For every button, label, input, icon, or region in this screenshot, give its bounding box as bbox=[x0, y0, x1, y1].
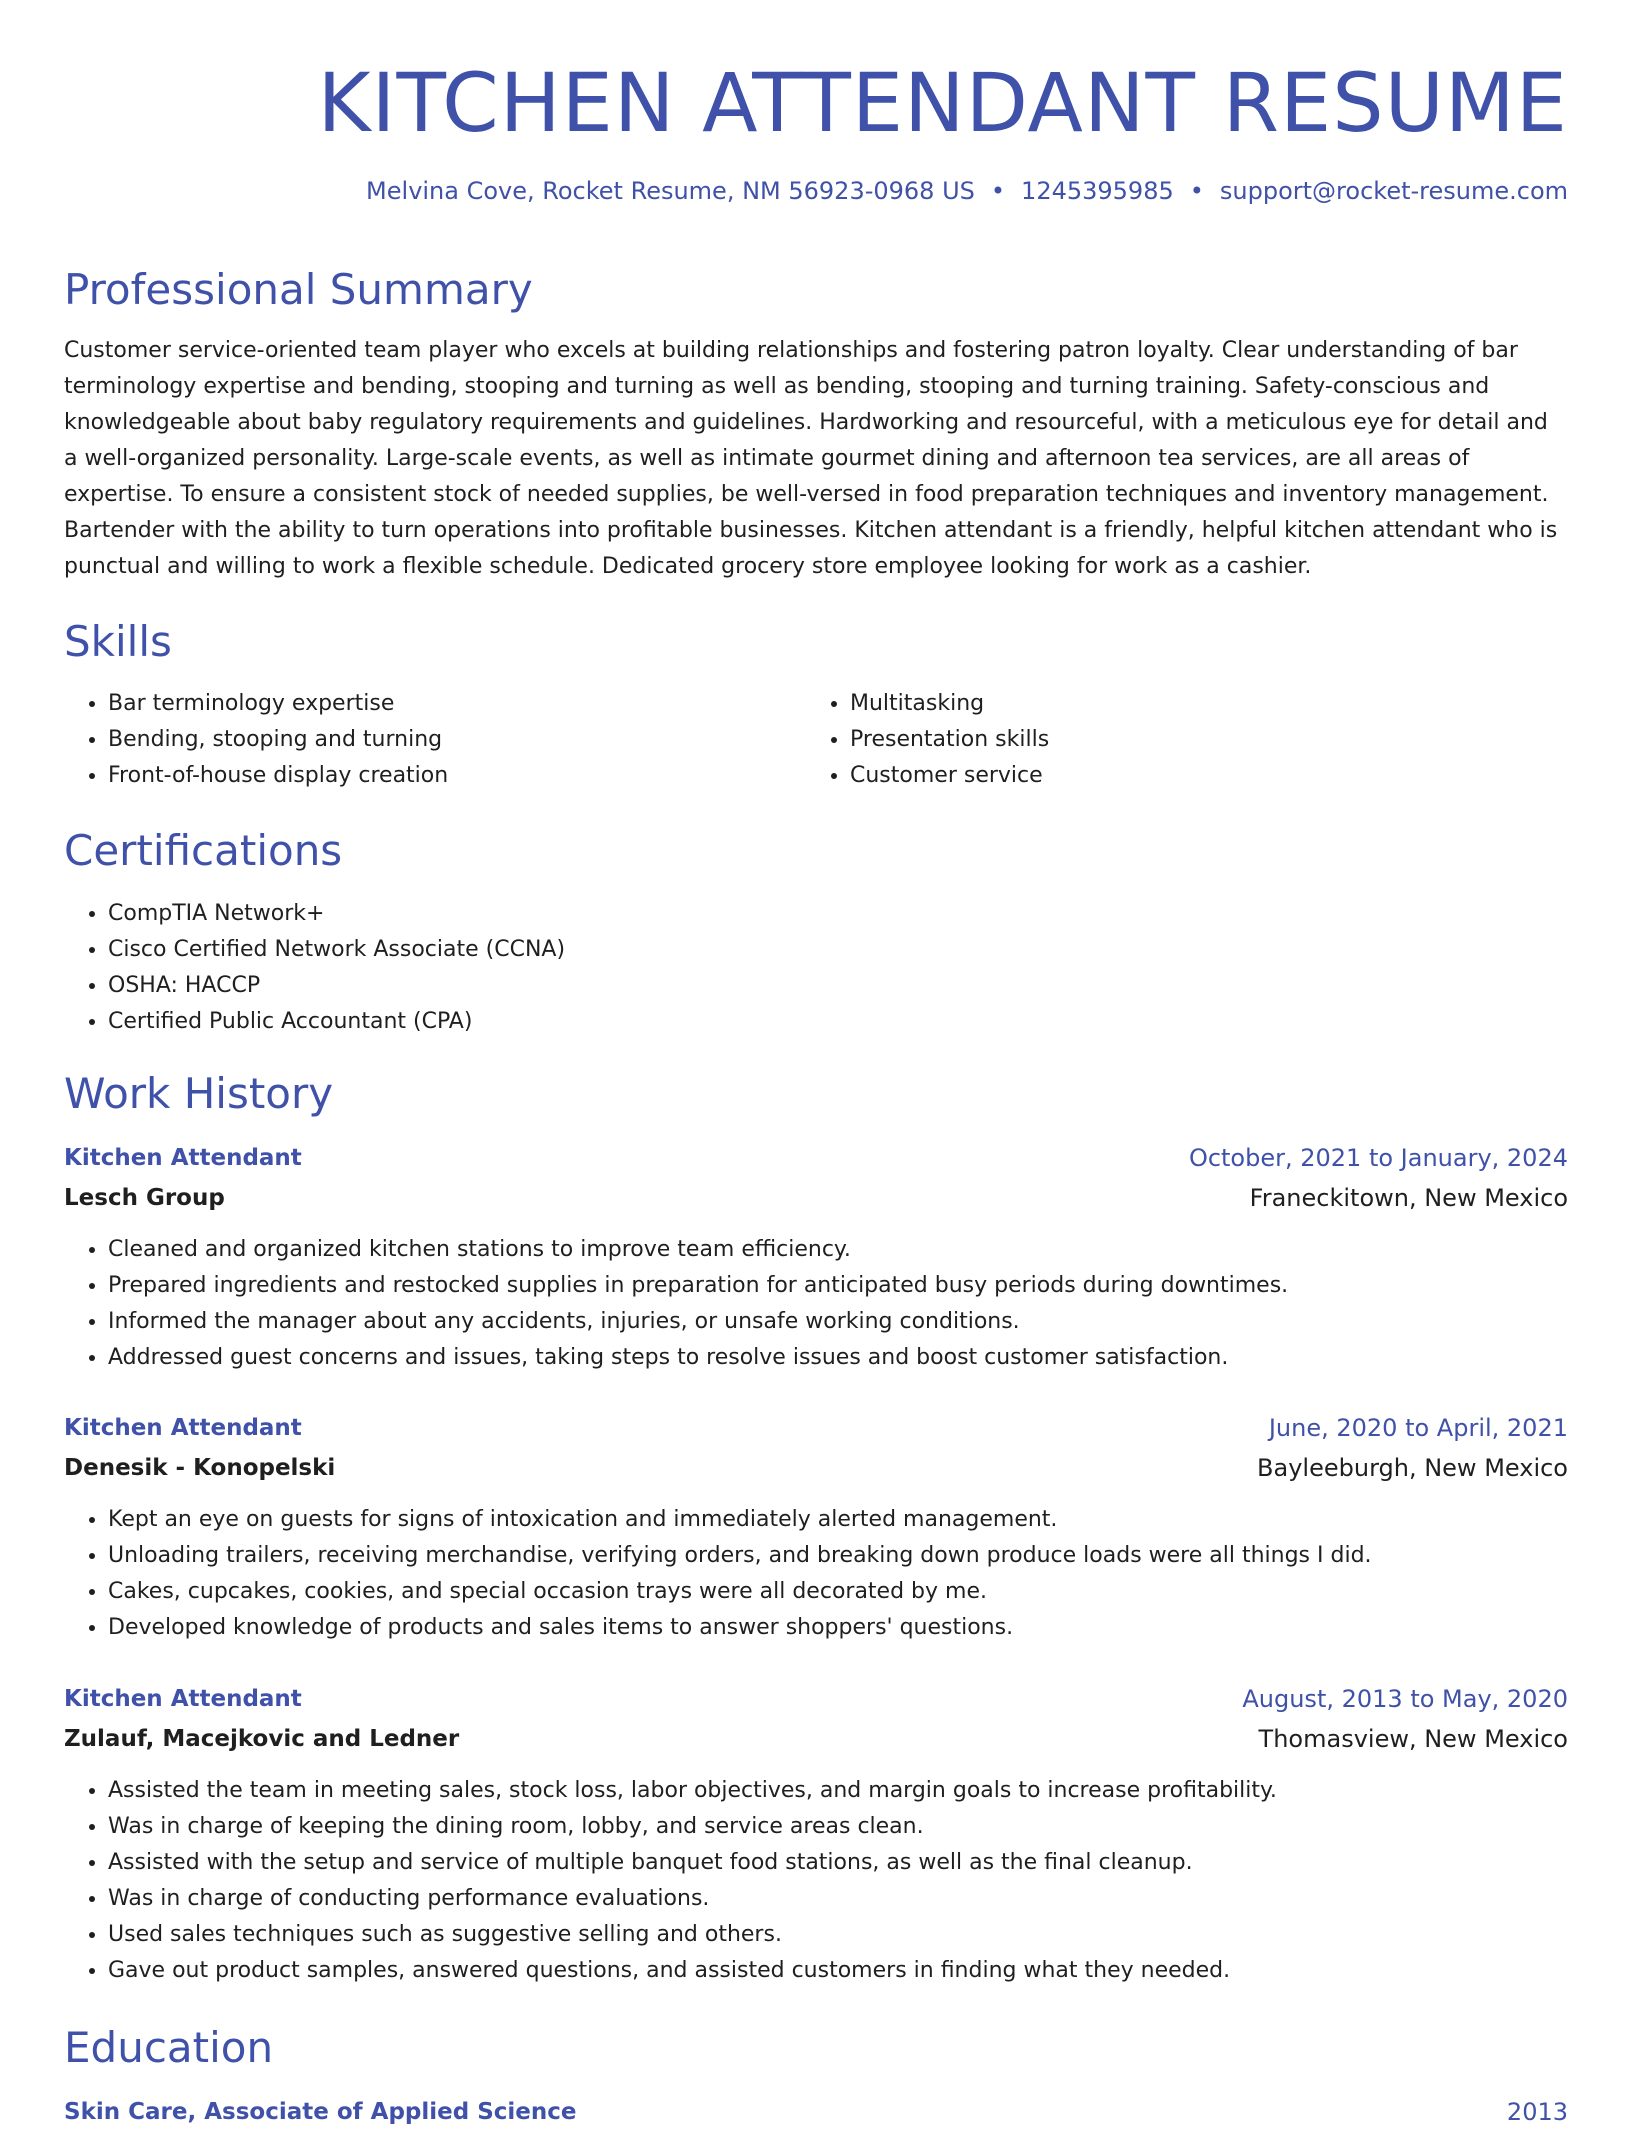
job-entry bbox=[64, 1410, 1568, 1646]
skills-heading: Skills bbox=[64, 617, 172, 666]
skills-right-column bbox=[806, 686, 1049, 794]
certification-item: • CompTIA Network+ bbox=[108, 896, 565, 932]
job-duty: • Used sales techniques such as suggestive selling and others. bbox=[108, 1917, 1568, 1953]
job-company: Zulauf, Macejkovic and Ledner bbox=[64, 1726, 460, 1752]
contact-phone: 1245395985 bbox=[1021, 177, 1174, 205]
job-dates: October, 2021 to January, 2024 bbox=[1188, 1144, 1568, 1172]
education-degree: Skin Care, Associate of Applied Science bbox=[64, 2099, 577, 2125]
skill-item: • Front-of-house display creation bbox=[108, 758, 448, 794]
contact-separator: • bbox=[990, 177, 1006, 205]
job-duty: • Was in charge of keeping the dining room, lobby, and service areas clean. bbox=[108, 1809, 1568, 1845]
job-dates: August, 2013 to May, 2020 bbox=[1242, 1685, 1568, 1713]
job-duty: • Unloading trailers, receiving merchandise, verifying orders, and breaking down produce loads were all things I did. bbox=[108, 1538, 1568, 1574]
job-company: Denesik - Konopelski bbox=[64, 1455, 336, 1481]
education-heading: Education bbox=[64, 2023, 274, 2072]
certifications-list bbox=[64, 896, 565, 1040]
skill-item: • Bending, stooping and turning bbox=[108, 722, 448, 758]
skill-item: • Customer service bbox=[850, 758, 1049, 794]
summary-heading: Professional Summary bbox=[64, 265, 533, 314]
summary-text: Customer service-oriented team player who excels at building relationships and fostering patron loyalty. Clear understanding of bar terminology expertise and bending, stooping and turning as well as bending, stooping and turning training. Safety-conscious and knowledgeable about baby regulatory requirements and guidelines. Hardworking and resourceful, with a meticulous eye for detail and a well-organized personality. Large-scale events, as well as intimate gourmet dining and afternoon tea services, are all areas of expertise. To ensure a consistent stock of needed supplies, be well-versed in food preparation techniques and inventory management. Bartender with the ability to turn operations into profitable businesses. Kitchen attendant is a friendly, helpful kitchen attendant who is punctual and willing to work a flexible schedule. Dedicated grocery store employee looking for work as a cashier. bbox=[64, 338, 1558, 579]
job-dates: June, 2020 to April, 2021 bbox=[1268, 1414, 1568, 1442]
job-duty: • Gave out product samples, answered questions, and assisted customers in finding what they needed. bbox=[108, 1953, 1568, 1989]
certification-item: • Certified Public Accountant (CPA) bbox=[108, 1004, 565, 1040]
skill-item: • Presentation skills bbox=[850, 722, 1049, 758]
job-company: Lesch Group bbox=[64, 1185, 225, 1211]
certification-item: • Cisco Certified Network Associate (CCNA) bbox=[108, 932, 565, 968]
job-entry bbox=[64, 1681, 1568, 1989]
certifications-heading: Certifications bbox=[64, 826, 343, 875]
skills-left-column bbox=[64, 686, 448, 794]
job-location: Bayleeburgh, New Mexico bbox=[1257, 1454, 1568, 1482]
job-duty: • Prepared ingredients and restocked supplies in preparation for anticipated busy periods during downtimes. bbox=[108, 1268, 1568, 1304]
contact-address: Melvina Cove, Rocket Resume, NM 56923-0968 US bbox=[366, 177, 975, 205]
job-title: Kitchen Attendant bbox=[64, 1686, 302, 1712]
contact-separator: • bbox=[1189, 177, 1204, 205]
job-duty: • Addressed guest concerns and issues, taking steps to resolve issues and boost customer satisfaction. bbox=[108, 1340, 1568, 1376]
job-duty: • Developed knowledge of products and sales items to answer shoppers' questions. bbox=[108, 1610, 1568, 1646]
contact-email[interactable]: support@rocket-resume.com bbox=[1219, 177, 1568, 205]
education-entry bbox=[64, 2094, 1568, 2130]
work-history-heading: Work History bbox=[64, 1069, 334, 1118]
certification-item: • OSHA: HACCP bbox=[108, 968, 565, 1004]
job-duty: • Cakes, cupcakes, cookies, and special occasion trays were all decorated by me. bbox=[108, 1574, 1568, 1610]
job-location: Thomasview, New Mexico bbox=[1258, 1725, 1568, 1753]
resume-page bbox=[64, 0, 1568, 2126]
contact-line bbox=[366, 175, 1568, 207]
skill-item: • Multitasking bbox=[850, 686, 1049, 722]
job-location: Franeckitown, New Mexico bbox=[1249, 1184, 1568, 1212]
education-year: 2013 bbox=[1506, 2098, 1568, 2126]
job-duty: • Was in charge of conducting performance evaluations. bbox=[108, 1881, 1568, 1917]
job-title: Kitchen Attendant bbox=[64, 1145, 302, 1171]
job-title: Kitchen Attendant bbox=[64, 1415, 302, 1441]
job-duty: • Assisted the team in meeting sales, stock loss, labor objectives, and margin goals to increase profitability. bbox=[108, 1773, 1568, 1809]
job-entry bbox=[64, 1140, 1568, 1376]
resume-title: KITCHEN ATTENDANT RESUME bbox=[317, 57, 1568, 151]
job-duty: • Informed the manager about any accidents, injuries, or unsafe working conditions. bbox=[108, 1304, 1568, 1340]
job-duty: • Kept an eye on guests for signs of intoxication and immediately alerted management. bbox=[108, 1502, 1568, 1538]
job-duty: • Cleaned and organized kitchen stations to improve team efficiency. bbox=[108, 1232, 1568, 1268]
job-duty: • Assisted with the setup and service of multiple banquet food stations, as well as the final cleanup. bbox=[108, 1845, 1568, 1881]
skill-item: • Bar terminology expertise bbox=[108, 686, 448, 722]
